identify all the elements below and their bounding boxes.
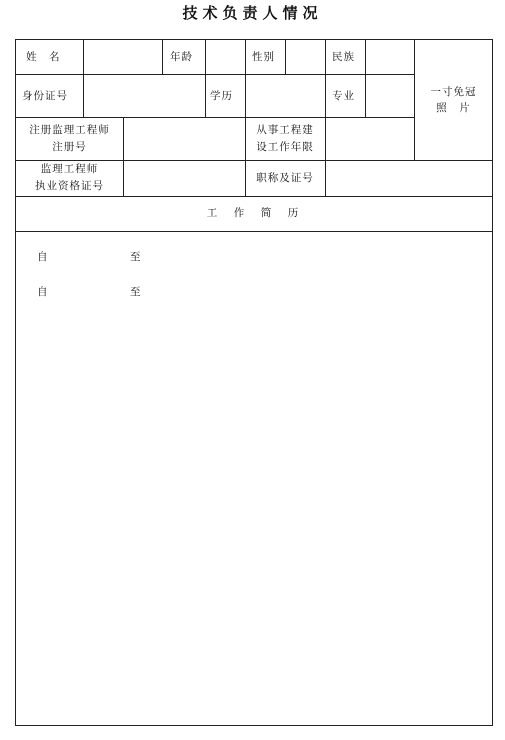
work-history-header: 工 作 简 历 — [206, 207, 302, 219]
education-field[interactable] — [246, 75, 324, 116]
id-number-field[interactable] — [84, 75, 204, 116]
ethnicity-label: 民族 — [332, 51, 355, 63]
row-divider-1 — [16, 74, 414, 75]
r1-v2 — [162, 40, 163, 74]
cert-label-line2: 执业资格证号 — [35, 180, 104, 192]
id-number-label: 身份证号 — [22, 90, 68, 102]
history-row-1-to: 至 — [130, 251, 142, 263]
major-field[interactable] — [366, 75, 413, 116]
gender-label: 性别 — [252, 51, 275, 63]
r1-v4 — [245, 40, 246, 74]
cert-label-line1: 监理工程师 — [40, 163, 99, 175]
gender-field[interactable] — [286, 41, 324, 73]
photo-label-line2: 照 片 — [436, 102, 471, 114]
page-title: 技术负责人情况 — [182, 4, 323, 22]
r2-v4 — [325, 74, 326, 117]
years-label-line2: 设工作年限 — [256, 141, 314, 153]
reg-engineer-label-line2: 注册号 — [52, 141, 87, 153]
education-label: 学历 — [210, 90, 233, 102]
cert-number-field[interactable] — [124, 161, 244, 195]
work-history-area[interactable] — [16, 232, 492, 725]
info-form — [15, 39, 493, 726]
major-label: 专业 — [332, 90, 355, 102]
history-row-2-to: 至 — [130, 286, 142, 298]
name-field[interactable] — [84, 41, 161, 73]
age-field[interactable] — [206, 41, 244, 73]
age-label: 年龄 — [170, 51, 193, 63]
photo-label-line1: 一寸免冠 — [430, 86, 477, 98]
years-field[interactable] — [326, 118, 492, 159]
name-label: 姓 名 — [26, 51, 61, 63]
row-divider-4 — [16, 196, 492, 197]
ethnicity-field[interactable] — [366, 41, 413, 73]
reg-engineer-label-line1: 注册监理工程师 — [29, 124, 110, 136]
reg-number-field[interactable] — [124, 118, 244, 159]
years-label-line1: 从事工程建 — [256, 124, 314, 136]
r1-v6 — [325, 40, 326, 74]
history-row-2-from: 自 — [37, 286, 49, 298]
r2-v2 — [205, 74, 206, 117]
title-cert-field[interactable] — [326, 161, 492, 195]
history-row-1-from: 自 — [37, 251, 49, 263]
title-cert-label: 职称及证号 — [256, 172, 314, 184]
